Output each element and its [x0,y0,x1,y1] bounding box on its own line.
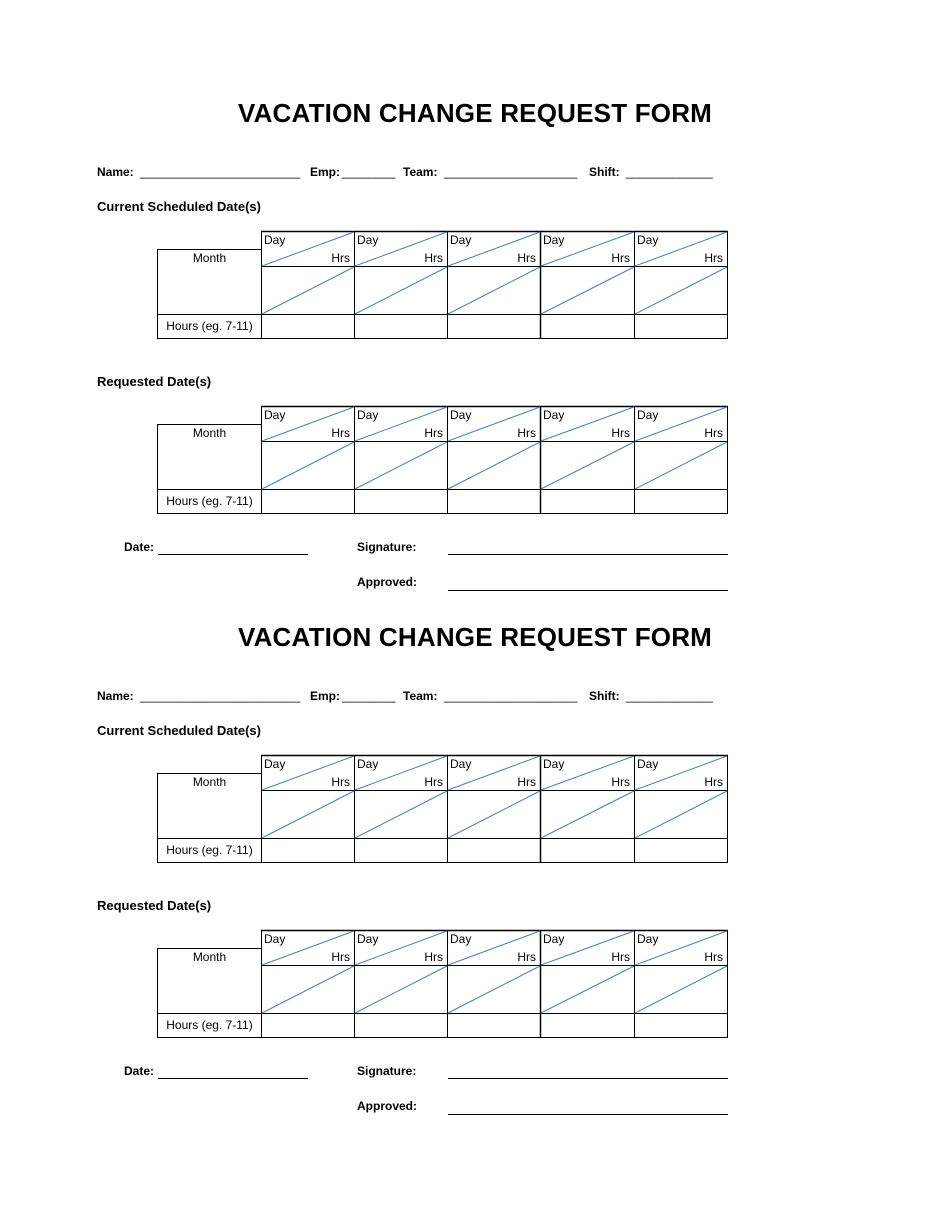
day-label: Day [450,408,472,422]
shift-label: Shift: [589,165,620,179]
signature-label: Signature: [357,540,417,554]
month-label: Month [192,775,227,789]
hrs-label: Hrs [424,950,443,964]
month-label: Month [192,251,227,265]
hrs-label: Hrs [517,775,536,789]
day-label: Day [543,233,565,247]
day-label: Day [357,932,379,946]
entry-diagonal [635,966,727,1013]
form-title: VACATION CHANGE REQUEST FORM [237,622,713,652]
day-label: Day [450,233,472,247]
hrs-label: Hrs [424,426,443,440]
hrs-label: Hrs [331,426,350,440]
day-label: Day [264,757,286,771]
entry-diagonal [635,791,727,838]
day-label: Day [264,932,286,946]
approved-label: Approved: [357,1099,417,1113]
entry-diagonal [262,966,354,1013]
hrs-label: Hrs [331,251,350,265]
requested-dates-heading: Requested Date(s) [97,898,212,913]
name-label: Name: [97,689,134,703]
date-label: Date: [124,540,155,554]
requested-dates-grid [157,930,728,1039]
hrs-label: Hrs [611,950,630,964]
entry-diagonal [541,966,634,1013]
emp-field[interactable]: ________ [342,165,396,179]
day-label: Day [543,408,565,422]
current-dates-heading: Current Scheduled Date(s) [97,199,261,214]
entry-diagonal [541,791,634,838]
vacation-form [0,0,950,589]
date-field[interactable] [158,1078,308,1079]
hrs-label: Hrs [517,950,536,964]
day-label: Day [637,932,659,946]
day-label: Day [357,408,379,422]
day-label: Day [264,233,286,247]
entry-diagonal [355,267,447,314]
name-field[interactable]: ________________________ [140,689,301,703]
hrs-label: Hrs [517,426,536,440]
hrs-label: Hrs [611,426,630,440]
day-label: Day [357,233,379,247]
hrs-label: Hrs [704,950,723,964]
name-label: Name: [97,165,134,179]
requested-dates-heading: Requested Date(s) [97,374,212,389]
shift-field[interactable]: _____________ [626,165,713,179]
emp-field[interactable]: ________ [342,689,396,703]
entry-diagonal [448,966,540,1013]
entry-diagonal [262,442,354,489]
day-label: Day [450,757,472,771]
requested-dates-grid [157,406,728,515]
hours-label: Hours (eg. 7-11) [166,319,253,333]
team-label: Team: [403,165,438,179]
day-label: Day [543,932,565,946]
hrs-label: Hrs [611,775,630,789]
shift-field[interactable]: _____________ [626,689,713,703]
hrs-label: Hrs [611,251,630,265]
hrs-label: Hrs [704,426,723,440]
form-title: VACATION CHANGE REQUEST FORM [237,98,713,128]
approved-label: Approved: [357,575,417,589]
entry-diagonal [262,267,354,314]
entry-diagonal [262,791,354,838]
entry-diagonal [355,791,447,838]
month-label: Month [192,950,227,964]
entry-diagonal [448,267,540,314]
date-columns-border [262,232,728,339]
day-label: Day [637,757,659,771]
date-label: Date: [124,1064,155,1078]
entry-diagonal [635,267,727,314]
entry-diagonal [355,966,447,1013]
vacation-form [0,524,950,1113]
hrs-label: Hrs [517,251,536,265]
name-field[interactable]: ________________________ [140,165,301,179]
hrs-label: Hrs [424,251,443,265]
entry-diagonal [541,267,634,314]
shift-label: Shift: [589,689,620,703]
day-label: Day [637,408,659,422]
hrs-label: Hrs [704,775,723,789]
date-columns-border [262,407,728,514]
hours-label: Hours (eg. 7-11) [166,843,253,857]
team-field[interactable]: ____________________ [444,689,578,703]
emp-label: Emp: [310,689,340,703]
date-columns-border [262,756,728,863]
entry-diagonal [448,442,540,489]
hours-label: Hours (eg. 7-11) [166,1018,253,1032]
current-dates-grid [157,231,728,340]
signature-label: Signature: [357,1064,417,1078]
entry-diagonal [541,442,634,489]
entry-diagonal [635,442,727,489]
approved-field[interactable] [448,1114,728,1115]
entry-diagonal [448,791,540,838]
emp-label: Emp: [310,165,340,179]
day-label: Day [264,408,286,422]
date-columns-border [262,931,728,1038]
day-label: Day [450,932,472,946]
hrs-label: Hrs [331,950,350,964]
team-field[interactable]: ____________________ [444,165,578,179]
current-dates-heading: Current Scheduled Date(s) [97,723,261,738]
day-label: Day [543,757,565,771]
hrs-label: Hrs [331,775,350,789]
hrs-label: Hrs [704,251,723,265]
day-label: Day [637,233,659,247]
signature-field[interactable] [448,1078,728,1079]
day-label: Day [357,757,379,771]
current-dates-grid [157,755,728,864]
hrs-label: Hrs [424,775,443,789]
team-label: Team: [403,689,438,703]
entry-diagonal [355,442,447,489]
hours-label: Hours (eg. 7-11) [166,494,253,508]
month-label: Month [192,426,227,440]
